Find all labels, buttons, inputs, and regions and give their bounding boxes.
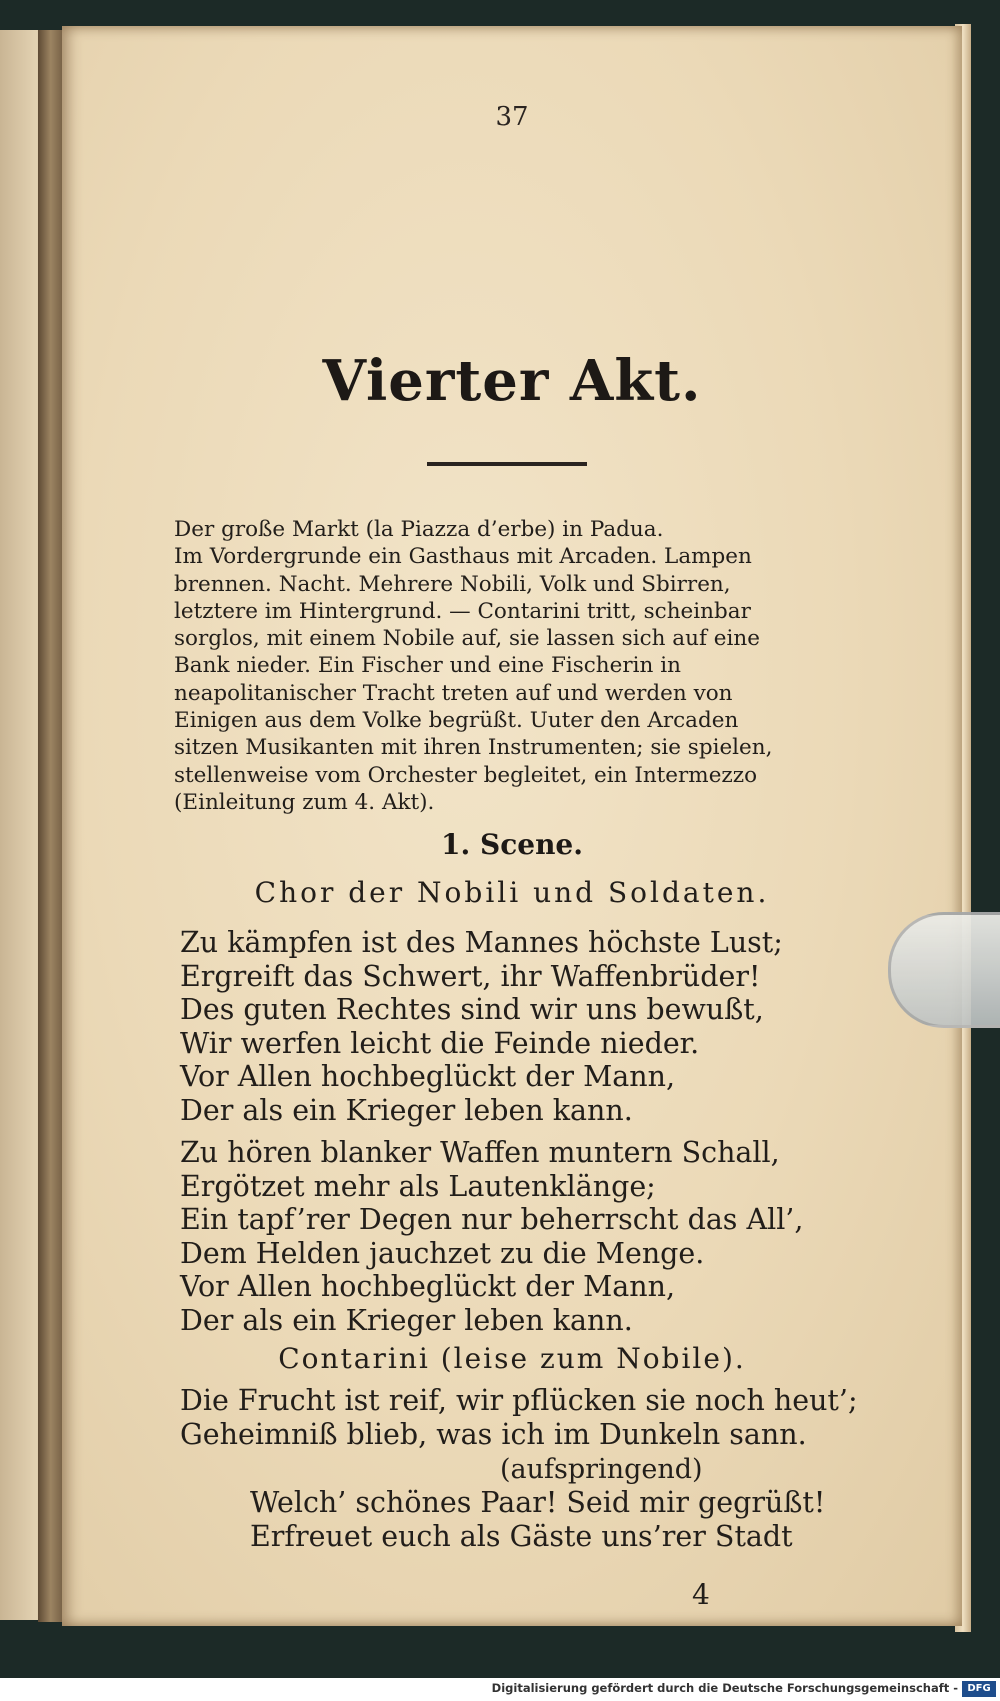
verse-line: Die Frucht ist reif, wir pflücken sie noch heut’; xyxy=(180,1384,858,1417)
page-number: 37 xyxy=(495,102,529,132)
verse-line: Ergreift das Schwert, ihr Waffenbrüder! xyxy=(180,959,761,993)
verse-line: Ein tapf’rer Degen nur beherrscht das All’, xyxy=(180,1203,804,1237)
scene-title: 1. Scene. xyxy=(441,828,583,861)
contarini-heading: Contarini (leise zum Nobile). xyxy=(278,1342,746,1375)
verse-line: Dem Helden jauchzet zu die Menge. xyxy=(180,1236,705,1270)
verse-line: Vor Allen hochbeglückt der Mann, xyxy=(180,1270,676,1304)
direction-line: brennen. Nacht. Mehrere Nobili, Volk und Sbirren, xyxy=(174,571,731,597)
verse-line: Geheimniß blieb, was ich im Dunkeln sann. xyxy=(180,1417,807,1451)
contarini-speech-2 xyxy=(250,1486,825,1554)
direction-line: sitzen Musikanten mit ihren Instrumenten; sie spielen, xyxy=(174,735,773,761)
direction-line: (Einleitung zum 4. Akt). xyxy=(174,789,435,815)
footer-text: Digitalisierung gefördert durch die Deutsche Forschungsgemeinschaft - xyxy=(491,1681,958,1695)
book-page xyxy=(62,26,962,1626)
stage-note: (aufspringend) xyxy=(500,1454,703,1485)
title-rule xyxy=(427,462,587,466)
stanza-1 xyxy=(180,926,783,1128)
verse-line: Der als ein Krieger leben kann. xyxy=(180,1093,633,1127)
direction-line: sorglos, mit einem Nobile auf, sie lassen sich auf eine xyxy=(174,626,760,652)
verse-line: Des guten Rechtes sind wir uns bewußt, xyxy=(180,993,764,1027)
stage-direction xyxy=(174,516,910,816)
page-clip xyxy=(888,912,1000,1028)
direction-line: Der große Markt (la Piazza d’erbe) in Padua. xyxy=(174,517,664,542)
dfg-logo: DFG xyxy=(962,1681,996,1697)
signature-mark: 4 xyxy=(692,1578,710,1611)
direction-line: Einigen aus dem Volke begrüßt. Uuter den Arcaden xyxy=(174,708,739,734)
direction-line: Im Vordergrunde ein Gasthaus mit Arcaden. Lampen xyxy=(174,544,752,570)
act-title: Vierter Akt. xyxy=(322,348,702,414)
verse-line: Erfreuet euch als Gäste uns’rer Stadt xyxy=(250,1520,793,1553)
verse-line: Zu kämpfen ist des Mannes höchste Lust; xyxy=(180,926,783,959)
direction-line: letztere im Hintergrund. — Contarini tritt, scheinbar xyxy=(174,598,751,624)
verse-line: Welch’ schönes Paar! Seid mir gegrüßt! xyxy=(250,1486,826,1519)
chorus-heading: Chor der Nobili und Soldaten. xyxy=(254,876,770,909)
direction-line: Bank nieder. Ein Fischer und eine Fischerin in xyxy=(174,653,681,679)
verse-line: Wir werfen leicht die Feinde nieder. xyxy=(180,1026,700,1060)
verse-line: Zu hören blanker Waffen muntern Schall, xyxy=(180,1136,780,1169)
digitization-footer xyxy=(0,1678,1000,1701)
verse-line: Der als ein Krieger leben kann. xyxy=(180,1303,633,1337)
direction-line: stellenweise vom Orchester begleitet, ein Intermezzo xyxy=(174,762,758,788)
contarini-speech xyxy=(180,1384,858,1451)
direction-line: neapolitanischer Tracht treten auf und werden von xyxy=(174,680,733,706)
verse-line: Vor Allen hochbeglückt der Mann, xyxy=(180,1060,676,1094)
stanza-2 xyxy=(180,1136,803,1338)
verse-line: Ergötzet mehr als Lautenklänge; xyxy=(180,1169,656,1203)
